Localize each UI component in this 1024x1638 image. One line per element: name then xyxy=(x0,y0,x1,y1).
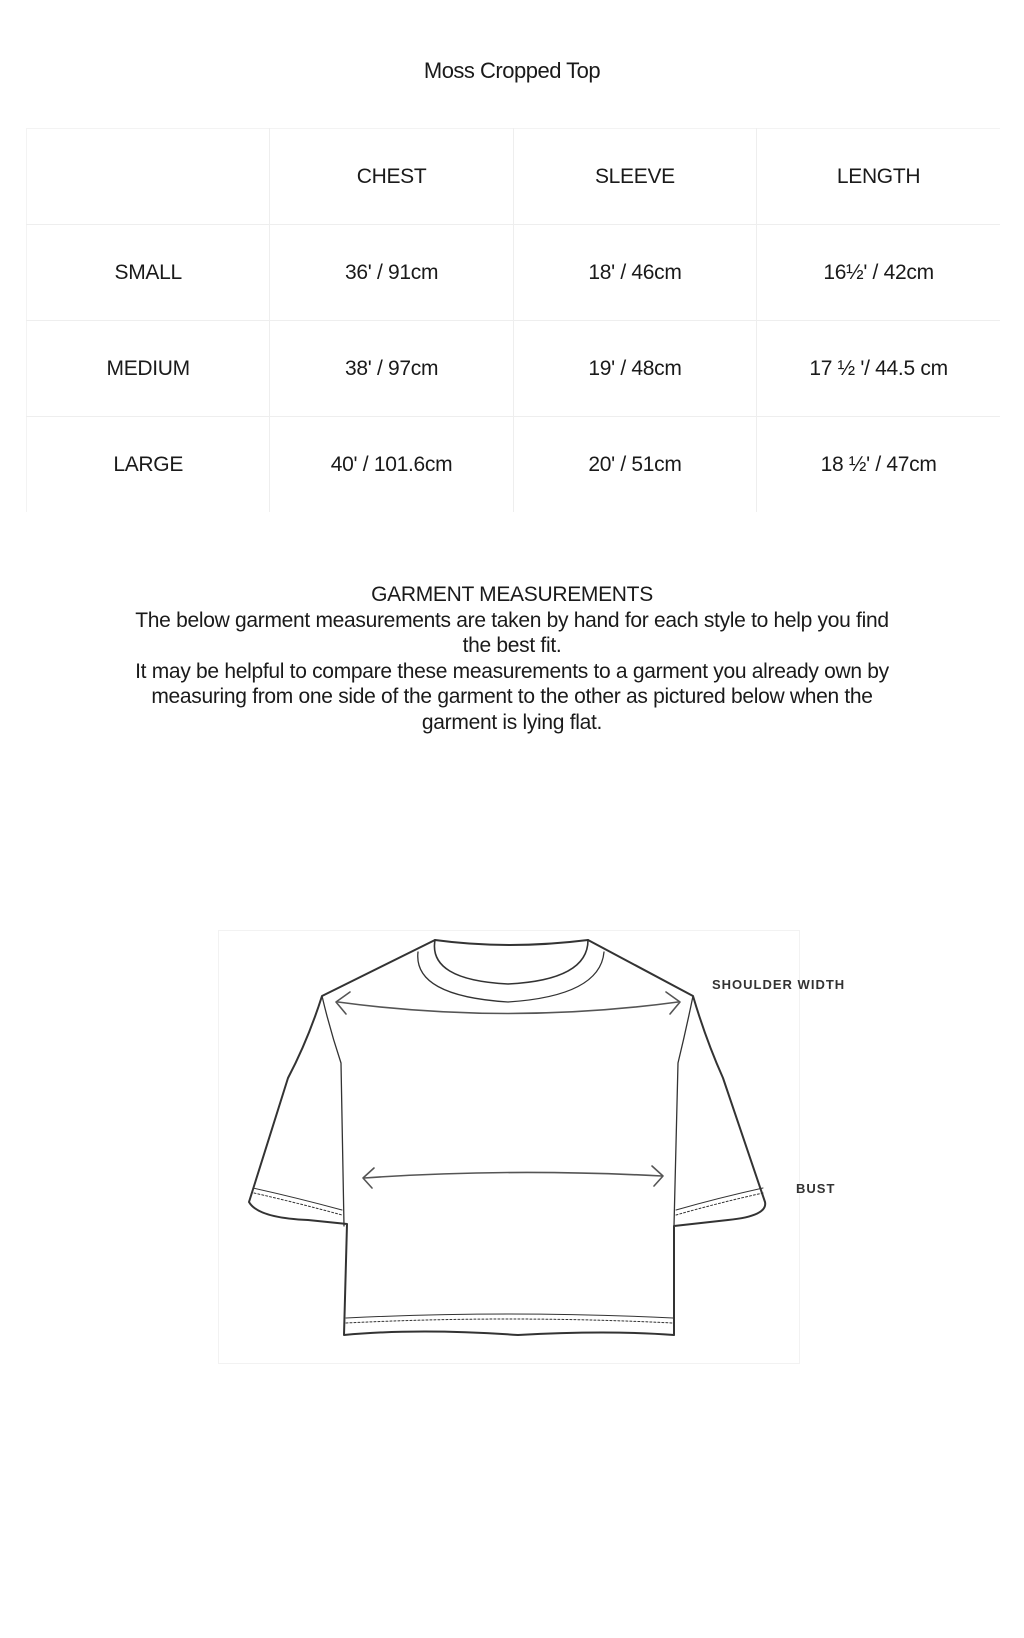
size-label-cell: MEDIUM xyxy=(27,321,270,417)
tshirt-illustration xyxy=(218,930,798,1362)
table-header-cell: LENGTH xyxy=(757,129,1000,225)
garment-measurements-section xyxy=(130,582,894,735)
size-label-cell: SMALL xyxy=(27,225,270,321)
shoulder-width-arrow xyxy=(336,992,680,1014)
table-row xyxy=(27,321,1001,417)
tshirt-body-outline xyxy=(249,940,765,1335)
bottom-hem-2 xyxy=(346,1319,673,1323)
table-row xyxy=(27,225,1001,321)
neckline-outer xyxy=(435,940,588,945)
garment-measurements-text: The below garment measurements are taken by hand for each style to help you find the best fit. xyxy=(135,608,889,657)
sleeve-hem-right xyxy=(676,1188,763,1210)
chest-cell: 40' / 101.6cm xyxy=(270,417,513,513)
table-header-cell: CHEST xyxy=(270,129,513,225)
neckline-rib xyxy=(418,952,604,1002)
sleeve-hem-right-2 xyxy=(676,1193,763,1215)
sleeve-cell: 19' / 48cm xyxy=(513,321,756,417)
sleeve-cell: 20' / 51cm xyxy=(513,417,756,513)
table-row xyxy=(27,417,1001,513)
size-label-cell: LARGE xyxy=(27,417,270,513)
table-header-row xyxy=(27,129,1001,225)
shoulder-seam-right xyxy=(674,996,693,1226)
table-header-cell xyxy=(27,129,270,225)
size-chart-table xyxy=(26,128,1000,512)
chest-cell: 36' / 91cm xyxy=(270,225,513,321)
chest-cell: 38' / 97cm xyxy=(270,321,513,417)
neckline-inner xyxy=(434,940,588,984)
bottom-hem xyxy=(346,1314,673,1318)
garment-measurements-heading: GARMENT MEASUREMENTS xyxy=(371,583,653,606)
garment-measurements-text: It may be helpful to compare these measurements to a garment you already own by measuring from one side of the garment to the other as pictured below when the garment is lying flat. xyxy=(135,659,889,734)
shoulder-seam-left xyxy=(322,996,344,1226)
bust-arrow xyxy=(363,1166,663,1188)
sleeve-hem-left-2 xyxy=(254,1193,342,1215)
sleeve-cell: 18' / 46cm xyxy=(513,225,756,321)
sleeve-hem-left xyxy=(253,1188,342,1210)
length-cell: 18 ½' / 47cm xyxy=(820,452,937,476)
length-cell: 16½' / 42cm xyxy=(757,225,1000,321)
bust-label: BUST xyxy=(796,1181,836,1196)
length-cell: 17 ½ '/ 44.5 cm xyxy=(757,321,1000,417)
table-header-cell: SLEEVE xyxy=(513,129,756,225)
shoulder-width-label: SHOULDER WIDTH xyxy=(712,977,846,992)
page-title: Moss Cropped Top xyxy=(423,58,601,83)
